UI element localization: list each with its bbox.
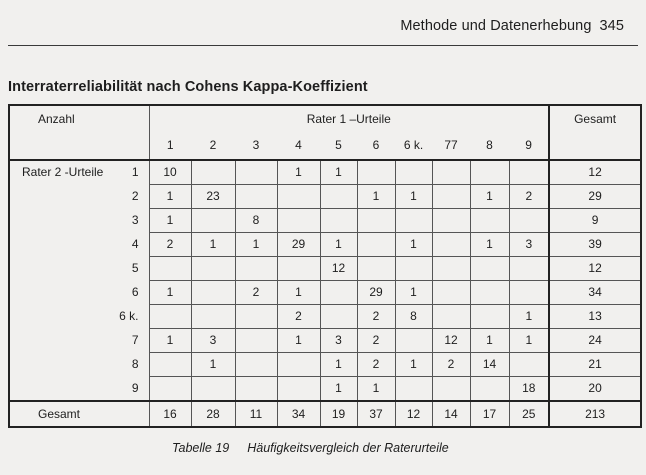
table-cell: 2 bbox=[432, 353, 470, 377]
table-cell bbox=[470, 209, 509, 233]
row-label: 6 k. bbox=[9, 305, 149, 329]
row-label: 1 bbox=[131, 165, 139, 180]
row-label: 2 bbox=[9, 185, 149, 209]
table-cell: 1 bbox=[235, 233, 277, 257]
grand-total: 213 bbox=[549, 401, 641, 427]
table-cell: 1 bbox=[395, 353, 432, 377]
sum-row bbox=[9, 401, 641, 427]
table-cell bbox=[191, 257, 235, 281]
sum-row-label: Gesamt bbox=[9, 401, 149, 427]
table-cell bbox=[470, 377, 509, 402]
table-cell bbox=[277, 209, 320, 233]
table-cell: 1 bbox=[277, 281, 320, 305]
column-total: 25 bbox=[509, 401, 549, 427]
table-cell: 14 bbox=[470, 353, 509, 377]
table-cell: 2 bbox=[509, 185, 549, 209]
column-group-header: Rater 1 –Urteile bbox=[149, 105, 549, 132]
table-cell: 1 bbox=[395, 185, 432, 209]
column-header: 4 bbox=[277, 132, 320, 160]
table-cell: 2 bbox=[357, 353, 395, 377]
table-cell bbox=[470, 257, 509, 281]
column-total: 28 bbox=[191, 401, 235, 427]
table-cell bbox=[470, 305, 509, 329]
table-cell bbox=[149, 305, 191, 329]
table-cell: 10 bbox=[149, 160, 191, 185]
table-cell bbox=[191, 160, 235, 185]
table-cell bbox=[395, 329, 432, 353]
table-cell bbox=[191, 209, 235, 233]
column-header: 5 bbox=[320, 132, 357, 160]
table-cell: 1 bbox=[357, 377, 395, 402]
table-cell: 29 bbox=[357, 281, 395, 305]
table-row bbox=[9, 160, 641, 185]
column-total: 12 bbox=[395, 401, 432, 427]
table-cell bbox=[277, 185, 320, 209]
table-cell bbox=[395, 160, 432, 185]
table-cell bbox=[320, 305, 357, 329]
total-column-header: Gesamt bbox=[549, 105, 641, 132]
column-number-row bbox=[9, 132, 641, 160]
table-cell: 1 bbox=[149, 209, 191, 233]
column-total: 17 bbox=[470, 401, 509, 427]
table-cell: 1 bbox=[470, 233, 509, 257]
table-cell: 1 bbox=[320, 160, 357, 185]
table-cell bbox=[509, 353, 549, 377]
table-cell: 2 bbox=[235, 281, 277, 305]
table-cell: 12 bbox=[320, 257, 357, 281]
table-cell: 8 bbox=[235, 209, 277, 233]
table-cell: 1 bbox=[320, 353, 357, 377]
row-total: 20 bbox=[549, 377, 641, 402]
table-cell bbox=[235, 377, 277, 402]
column-total: 37 bbox=[357, 401, 395, 427]
table-row bbox=[9, 329, 641, 353]
table-cell bbox=[432, 185, 470, 209]
table-cell: 23 bbox=[191, 185, 235, 209]
table-cell: 1 bbox=[149, 185, 191, 209]
row-label: 5 bbox=[9, 257, 149, 281]
table-row bbox=[9, 281, 641, 305]
table-cell bbox=[191, 377, 235, 402]
table-cell: 1 bbox=[191, 233, 235, 257]
table-cell bbox=[277, 353, 320, 377]
table-cell bbox=[149, 377, 191, 402]
table-cell: 2 bbox=[357, 305, 395, 329]
column-header: 3 bbox=[235, 132, 277, 160]
column-total: 11 bbox=[235, 401, 277, 427]
caption-text: Häufigkeitsvergleich der Raterurteile bbox=[247, 441, 449, 455]
table-cell bbox=[235, 305, 277, 329]
table-cell bbox=[470, 160, 509, 185]
running-header bbox=[400, 18, 624, 34]
row-label: 9 bbox=[9, 377, 149, 402]
table-cell bbox=[509, 160, 549, 185]
table-row bbox=[9, 209, 641, 233]
row-label: 7 bbox=[9, 329, 149, 353]
table-cell bbox=[432, 377, 470, 402]
row-total: 39 bbox=[549, 233, 641, 257]
table-cell bbox=[149, 353, 191, 377]
table-cell bbox=[235, 257, 277, 281]
column-header: 6 k. bbox=[395, 132, 432, 160]
row-total: 12 bbox=[549, 160, 641, 185]
table-cell: 18 bbox=[509, 377, 549, 402]
row-total: 34 bbox=[549, 281, 641, 305]
kappa-crosstab bbox=[8, 104, 642, 428]
table-cell: 2 bbox=[149, 233, 191, 257]
table-row bbox=[9, 257, 641, 281]
row-total: 13 bbox=[549, 305, 641, 329]
header-rule bbox=[8, 45, 638, 46]
row-total: 24 bbox=[549, 329, 641, 353]
column-total: 34 bbox=[277, 401, 320, 427]
table-cell: 3 bbox=[191, 329, 235, 353]
table-cell: 2 bbox=[277, 305, 320, 329]
table-cell bbox=[395, 377, 432, 402]
table-cell bbox=[432, 209, 470, 233]
table-cell bbox=[235, 329, 277, 353]
table-cell bbox=[357, 209, 395, 233]
table-cell: 2 bbox=[357, 329, 395, 353]
chapter-title: Methode und Datenerhebung bbox=[400, 18, 592, 34]
table-cell bbox=[191, 281, 235, 305]
table-row bbox=[9, 233, 641, 257]
table-cell bbox=[432, 160, 470, 185]
table-cell bbox=[509, 209, 549, 233]
table-title: Interraterreliabilität nach Cohens Kappa-Koeffizient bbox=[8, 79, 368, 95]
table-cell: 12 bbox=[432, 329, 470, 353]
table-cell: 1 bbox=[395, 281, 432, 305]
table-cell: 1 bbox=[149, 281, 191, 305]
table-cell: 1 bbox=[357, 185, 395, 209]
table-cell bbox=[432, 281, 470, 305]
table-cell bbox=[357, 257, 395, 281]
table-cell: 1 bbox=[320, 233, 357, 257]
table-cell: 8 bbox=[395, 305, 432, 329]
table-cell bbox=[235, 160, 277, 185]
table-row bbox=[9, 377, 641, 402]
table-cell bbox=[432, 233, 470, 257]
table-row bbox=[9, 185, 641, 209]
row-label: 4 bbox=[9, 233, 149, 257]
table-cell: 1 bbox=[320, 377, 357, 402]
row-label: 8 bbox=[9, 353, 149, 377]
table-cell: 1 bbox=[395, 233, 432, 257]
table-cell: 1 bbox=[470, 185, 509, 209]
table-cell bbox=[277, 377, 320, 402]
table-cell bbox=[320, 281, 357, 305]
table-cell bbox=[509, 281, 549, 305]
table-cell bbox=[235, 185, 277, 209]
table-cell bbox=[395, 257, 432, 281]
table-cell bbox=[320, 209, 357, 233]
column-header: 1 bbox=[149, 132, 191, 160]
table-cell bbox=[432, 305, 470, 329]
table-caption bbox=[172, 441, 449, 455]
table-cell bbox=[357, 233, 395, 257]
table-cell bbox=[320, 185, 357, 209]
table-cell: 1 bbox=[277, 160, 320, 185]
column-total: 14 bbox=[432, 401, 470, 427]
column-header: 6 bbox=[357, 132, 395, 160]
table-cell bbox=[149, 257, 191, 281]
table-cell: 1 bbox=[509, 305, 549, 329]
table-cell bbox=[277, 257, 320, 281]
row-total: 21 bbox=[549, 353, 641, 377]
table-cell: 1 bbox=[277, 329, 320, 353]
table-cell bbox=[357, 160, 395, 185]
column-total: 19 bbox=[320, 401, 357, 427]
table-cell: 29 bbox=[277, 233, 320, 257]
table-cell: 1 bbox=[470, 329, 509, 353]
table-row bbox=[9, 353, 641, 377]
table-cell bbox=[235, 353, 277, 377]
column-header: 9 bbox=[509, 132, 549, 160]
table-cell bbox=[191, 305, 235, 329]
table-cell: 1 bbox=[191, 353, 235, 377]
table-cell bbox=[395, 209, 432, 233]
corner-label: Anzahl bbox=[9, 105, 149, 132]
table-cell bbox=[470, 281, 509, 305]
column-header: 8 bbox=[470, 132, 509, 160]
column-total: 16 bbox=[149, 401, 191, 427]
column-header: 2 bbox=[191, 132, 235, 160]
row-total: 29 bbox=[549, 185, 641, 209]
table-cell bbox=[432, 257, 470, 281]
table-row bbox=[9, 305, 641, 329]
table-cell: 1 bbox=[149, 329, 191, 353]
caption-label: Tabelle 19 bbox=[172, 441, 230, 455]
row-total: 9 bbox=[549, 209, 641, 233]
row-total: 12 bbox=[549, 257, 641, 281]
table-cell: 1 bbox=[509, 329, 549, 353]
table-cell: 3 bbox=[320, 329, 357, 353]
row-label: 6 bbox=[9, 281, 149, 305]
table-cell: 3 bbox=[509, 233, 549, 257]
row-label: 3 bbox=[9, 209, 149, 233]
table-cell bbox=[509, 257, 549, 281]
column-header: 77 bbox=[432, 132, 470, 160]
row-group-label: Rater 2 -Urteile bbox=[22, 165, 104, 180]
page-number: 345 bbox=[599, 18, 624, 34]
